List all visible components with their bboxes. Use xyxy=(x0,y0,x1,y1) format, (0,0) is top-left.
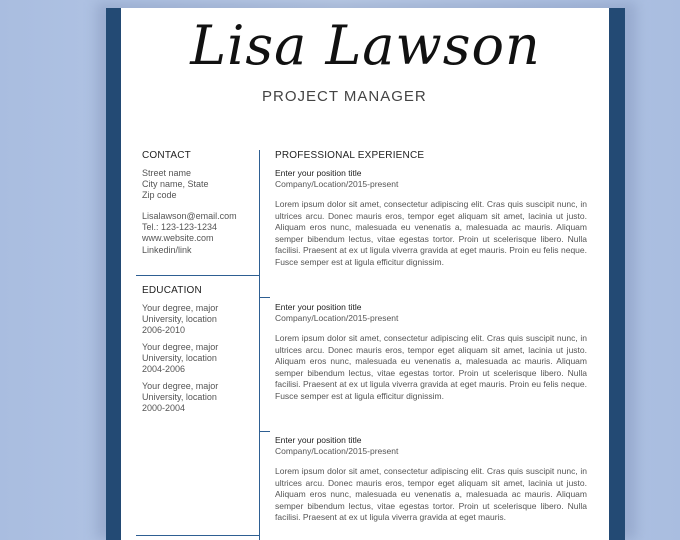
column-divider xyxy=(259,150,260,540)
left-accent-bar xyxy=(106,8,121,540)
education-years: 2006-2010 xyxy=(142,325,186,336)
experience-heading: PROFESSIONAL EXPERIENCE xyxy=(275,150,425,161)
education-school: University, location xyxy=(142,314,217,325)
contact-email: Lisalawson@email.com xyxy=(142,211,237,221)
contact-heading: CONTACT xyxy=(142,150,191,161)
contact-address xyxy=(142,168,209,202)
right-accent-bar xyxy=(609,8,625,540)
contact-website: www.website.com xyxy=(142,233,214,244)
education-years: 2000-2004 xyxy=(142,403,186,414)
job-title: Enter your position title xyxy=(275,435,362,445)
education-degree: Your degree, major xyxy=(142,381,219,391)
education-entry xyxy=(142,342,218,376)
education-years: 2004-2006 xyxy=(142,364,186,375)
education-degree: Your degree, major xyxy=(142,303,219,313)
education-heading: EDUCATION xyxy=(142,285,202,296)
job-divider-tick xyxy=(260,297,270,298)
contact-linkedin: Linkedin/link xyxy=(142,244,192,255)
contact-divider xyxy=(136,275,260,276)
education-degree: Your degree, major xyxy=(142,342,219,352)
address-line: Street name xyxy=(142,168,192,178)
education-entry xyxy=(142,381,218,415)
education-school: University, location xyxy=(142,353,217,364)
resume-name: Lisa Lawson xyxy=(190,14,541,77)
address-line: Zip code xyxy=(142,190,177,201)
contact-phone: Tel.: 123-123-1234 xyxy=(142,222,218,233)
resume-title: PROJECT MANAGER xyxy=(262,88,427,105)
job-company: Company/Location/2015-present xyxy=(275,313,399,323)
job-description: Lorem ipsum dolor sit amet, consectetur adipiscing elit. Cras quis suscipit nunc, in ultrices arcu. Donec mauris eros, tempor eget aliquam sit amet, lacinia ut justo. Aliquam eros nunc, malesuada eu venenatis a, malesuada ac mauris. Aliquam semper bibendum lectus, vitae egestas tortor. Proin ut scelerisque libero. Nulla facilisi. Praesent at ex ut ligula viverra gravida at eget mauris. xyxy=(275,466,587,523)
contact-details xyxy=(142,211,237,256)
education-divider xyxy=(136,535,260,536)
job-title: Enter your position title xyxy=(275,302,362,312)
address-line: City name, State xyxy=(142,179,209,190)
job-company: Company/Location/2015-present xyxy=(275,179,399,189)
resume-sheet xyxy=(106,8,625,540)
job-title: Enter your position title xyxy=(275,168,362,178)
job-description: Lorem ipsum dolor sit amet, consectetur adipiscing elit. Cras quis suscipit nunc, in ultrices arcu. Donec mauris eros, tempor eget aliquam sit amet, lacinia ut justo. Aliquam eros nunc, malesuada eu venenatis a, malesuada ac mauris. Aliquam semper bibendum lectus, vitae egestas tortor. Proin ut scelerisque libero. Nulla facilisi. Praesent at ex ut ligula viverra gravida at eget mauris. Proin eu felis neque. Fusce semper est at ligula efficitur dignissim. xyxy=(275,199,587,267)
job-company: Company/Location/2015-present xyxy=(275,446,399,456)
education-school: University, location xyxy=(142,392,217,403)
education-entry xyxy=(142,303,218,337)
job-description: Lorem ipsum dolor sit amet, consectetur adipiscing elit. Cras quis suscipit nunc, in ultrices arcu. Donec mauris eros, tempor eget aliquam sit amet, lacinia ut justo. Aliquam eros nunc, malesuada eu venenatis a, malesuada ac mauris. Aliquam semper bibendum lectus, vitae egestas tortor. Proin ut scelerisque libero. Nulla facilisi. Praesent at ex ut ligula viverra gravida at eget mauris. Proin eu felis neque. Fusce semper est at ligula efficitur dignissim. xyxy=(275,333,587,401)
job-divider-tick xyxy=(260,431,270,432)
